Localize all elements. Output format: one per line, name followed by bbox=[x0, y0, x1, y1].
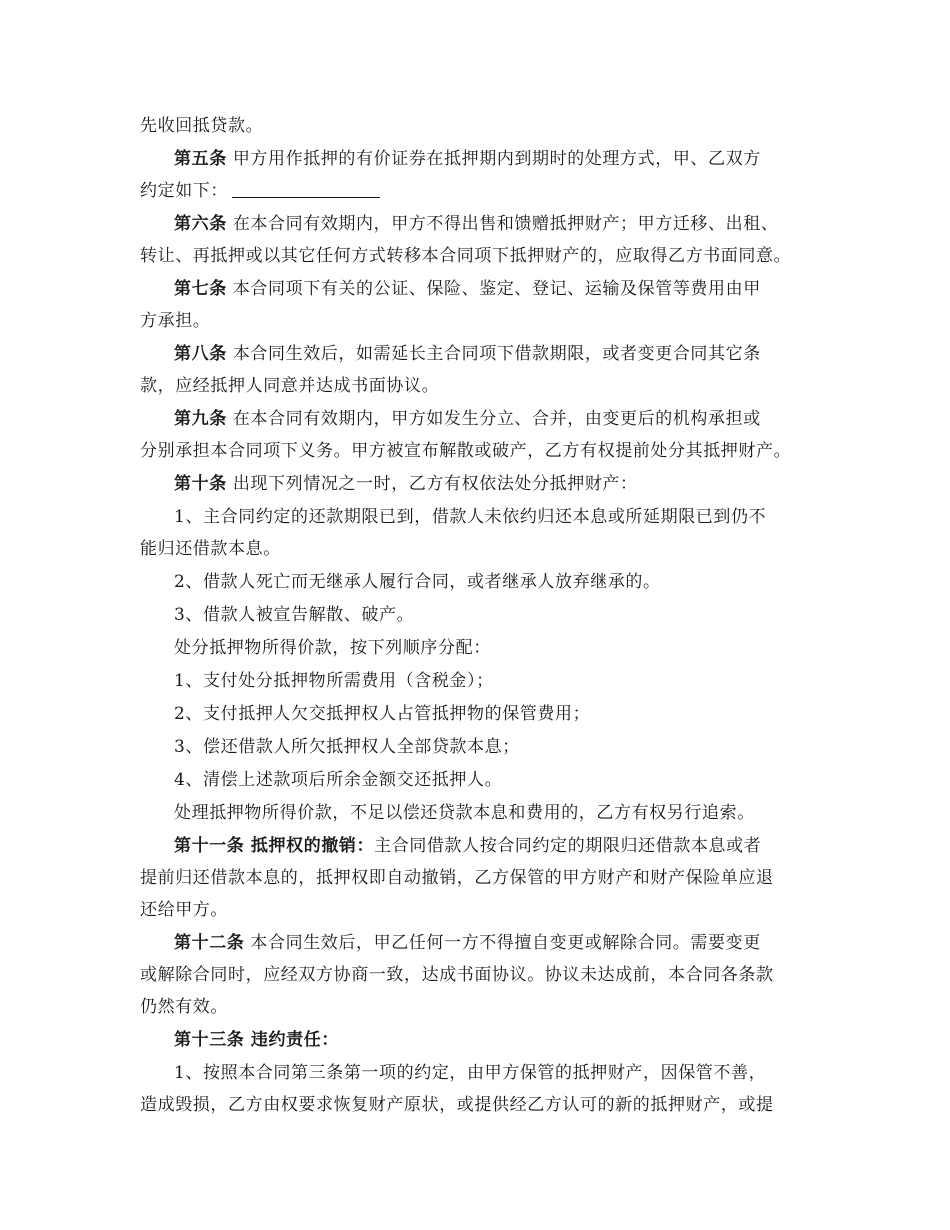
text-run: 主合同借款人按合同约定的期限归还借款本息或者 bbox=[374, 836, 762, 856]
text-run: 2、支付抵押人欠交抵押权人占管抵押物的保管费用； bbox=[174, 704, 591, 724]
text-run: 约定如下： bbox=[140, 181, 228, 201]
list-item bbox=[140, 665, 820, 697]
list-item bbox=[140, 1057, 820, 1089]
article-8-label: 第八条 bbox=[174, 344, 227, 364]
paragraph-line bbox=[140, 305, 820, 337]
article-5-label: 第五条 bbox=[174, 149, 227, 169]
document-page bbox=[140, 110, 820, 1121]
article-9-label: 第九条 bbox=[174, 409, 227, 429]
text-run: 提前归还借款本息的，抵押权即自动撤销，乙方保管的甲方财产和财产保险单应退 bbox=[140, 868, 774, 888]
paragraph-line bbox=[140, 862, 820, 894]
article-10-label: 第十条 bbox=[174, 474, 227, 494]
article-9 bbox=[140, 403, 820, 435]
text-run: 1、按照本合同第三条第一项的约定，由甲方保管的抵押财产，因保管不善， bbox=[174, 1063, 767, 1083]
paragraph-line bbox=[140, 175, 820, 207]
article-6 bbox=[140, 208, 820, 240]
text-run: 处理抵押物所得价款，不足以偿还贷款本息和费用的，乙方有权另行追索。 bbox=[174, 803, 755, 823]
article-11-label: 第十一条 bbox=[174, 836, 245, 856]
text-run: 仍然有效。 bbox=[140, 997, 228, 1017]
text-run: 方承担。 bbox=[140, 311, 211, 331]
text-run: 本合同生效后，如需延长主合同项下借款期限，或者变更合同其它条 bbox=[226, 344, 761, 364]
paragraph-line bbox=[140, 370, 820, 402]
text-run: 造成毁损，乙方由权要求恢复财产原状，或提供经乙方认可的新的抵押财产，或提 bbox=[140, 1095, 774, 1115]
text-run: 转让、再抵押或以其它任何方式转移本合同项下抵押财产的，应取得乙方书面同意。 bbox=[140, 246, 792, 266]
text-run: 在本合同有效期内，甲方如发生分立、合并，由变更后的机构承担或 bbox=[226, 409, 761, 429]
paragraph-line bbox=[140, 240, 820, 272]
paragraph-line bbox=[140, 894, 820, 926]
text-run: 甲方用作抵押的有价证券在抵押期内到期时的处理方式，甲、乙双方 bbox=[226, 149, 761, 169]
list-item bbox=[140, 731, 820, 763]
text-run: 2、借款人死亡而无继承人履行合同，或者继承人放弃继承的。 bbox=[174, 572, 661, 592]
text-run: 1、支付处分抵押物所需费用（含税金）； bbox=[174, 671, 494, 691]
text-run: 分别承担本合同项下义务。甲方被宣布解散或破产，乙方有权提前处分其抵押财产。 bbox=[140, 441, 792, 461]
paragraph-line bbox=[140, 435, 820, 467]
article-12 bbox=[140, 927, 820, 959]
text-run: 还给甲方。 bbox=[140, 900, 228, 920]
article-5 bbox=[140, 143, 820, 175]
paragraph-line bbox=[140, 959, 820, 991]
paragraph-line bbox=[140, 797, 820, 829]
paragraph-line bbox=[140, 1089, 820, 1121]
paragraph-line bbox=[140, 632, 820, 664]
article-7 bbox=[140, 273, 820, 305]
paragraph-line bbox=[140, 110, 820, 142]
list-item bbox=[140, 566, 820, 598]
text-run: 在本合同有效期内，甲方不得出售和馈赠抵押财产；甲方迁移、出租、 bbox=[226, 214, 779, 234]
article-7-label: 第七条 bbox=[174, 279, 227, 299]
text-run: 处分抵押物所得价款，按下列顺序分配： bbox=[174, 638, 491, 658]
text-run: 能归还借款本息。 bbox=[140, 539, 281, 559]
article-13-label: 第十三条 bbox=[174, 1030, 245, 1050]
article-13 bbox=[140, 1024, 820, 1056]
text-run: 本合同生效后，甲乙任何一方不得擅自变更或解除合同。需要变更 bbox=[244, 933, 761, 953]
paragraph-line bbox=[140, 533, 820, 565]
text-run: 1、主合同约定的还款期限已到，借款人未依约归还本息或所延期限已到仍不 bbox=[174, 507, 767, 527]
list-item bbox=[140, 764, 820, 796]
article-6-label: 第六条 bbox=[174, 214, 227, 234]
text-run: 出现下列情况之一时，乙方有权依法处分抵押财产： bbox=[226, 474, 638, 494]
list-item bbox=[140, 698, 820, 730]
text-run: 3、借款人被宣告解散、破产。 bbox=[174, 605, 415, 625]
article-11-subtitle: 抵押权的撤销： bbox=[244, 836, 375, 856]
list-item bbox=[140, 501, 820, 533]
article-12-label: 第十二条 bbox=[174, 933, 245, 953]
text-run: 或解除合同时，应经双方协商一致，达成书面协议。协议未达成前，本合同各条款 bbox=[140, 965, 774, 985]
paragraph-line bbox=[140, 991, 820, 1023]
text-run: 4、清偿上述款项后所余金额交还抵押人。 bbox=[174, 770, 503, 790]
article-13-subtitle: 违约责任： bbox=[244, 1030, 339, 1050]
fill-in-blank bbox=[232, 181, 380, 198]
article-11 bbox=[140, 830, 820, 862]
article-8 bbox=[140, 338, 820, 370]
text-run: 3、偿还借款人所欠抵押权人全部贷款本息； bbox=[174, 737, 520, 757]
list-item bbox=[140, 599, 820, 631]
article-10 bbox=[140, 468, 820, 500]
text-run: 先收回抵贷款。 bbox=[140, 116, 264, 136]
text-run: 本合同项下有关的公证、保险、鉴定、登记、运输及保管等费用由甲 bbox=[226, 279, 761, 299]
text-run: 款，应经抵押人同意并达成书面协议。 bbox=[140, 376, 440, 396]
